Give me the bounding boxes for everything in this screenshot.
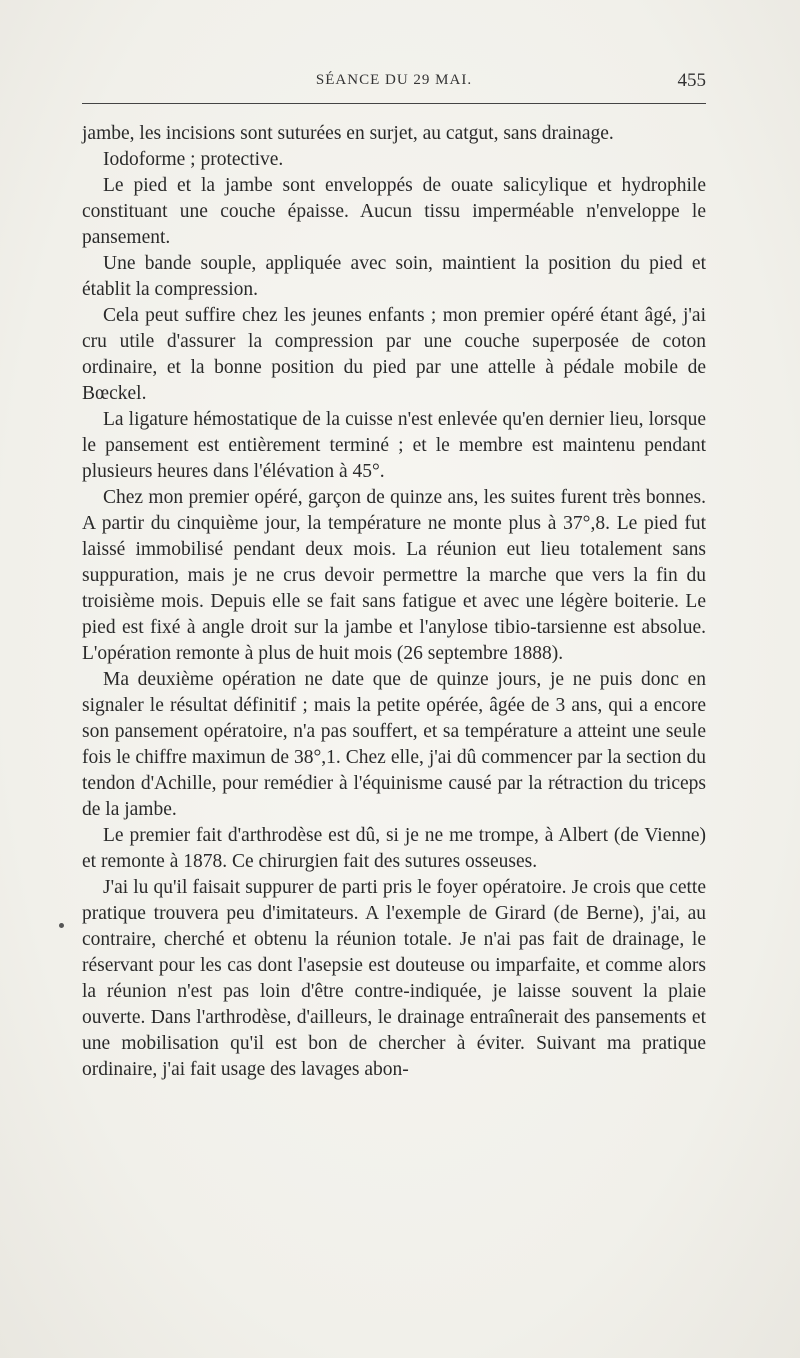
running-title: SÉANCE DU 29 MAI. — [315, 72, 473, 88]
paragraph-10: J'ai lu qu'il faisait suppurer de parti pris le foyer opératoire. Je crois que cette pratique trouvera peu d'imitateurs. A l'exemple de Girard (de Berne), j'ai, au contraire, cherché et obtenu la réunion totale. Je n'ai pas fait de drainage, le réservant pour les cas dont l'asepsie est douteuse ou imparfaite, et comme alors la réunion n'est pas loin d'être contre-indiquée, je laisse souvent la plaie ouverte. Dans l'arthrodèse, d'ailleurs, le drainage entraînerait des pansements et une mobilisation qu'il est bon de chercher à éviter. Suivant ma pratique ordinaire, j'ai fait usage des lavages abon- — [82, 877, 706, 1080]
paragraph-5: Cela peut suffire chez les jeunes enfants ; mon premier opéré étant âgé, j'ai cru utile d'assurer la compression par une couche superposée de coton ordinaire, et la bonne position du pied par une attelle à pédale mobile de Bœckel. — [82, 305, 706, 404]
paragraph-7: Chez mon premier opéré, garçon de quinze ans, les suites furent très bonnes. A partir du cinquième jour, la température ne monte plus à 37°,8. Le pied fut laissé immobilisé pendant deux mois. La réunion eut lieu totalement sans suppuration, mais je ne crus devoir permettre la marche que vers la fin du troisième mois. Depuis elle se fait sans fatigue et avec une légère boiterie. Le pied est fixé à angle droit sur la jambe et l'anylose tibio-tarsienne est absolue. L'opération remonte à plus de huit mois (26 septembre 1888). — [82, 487, 706, 664]
paragraph-1: jambe, les incisions sont suturées en surjet, au catgut, sans drainage. — [82, 123, 614, 144]
paragraph-4: Une bande souple, appliquée avec soin, maintient la position du pied et établit la compression. — [82, 253, 706, 300]
margin-dot — [59, 923, 64, 928]
page-number: 455 — [677, 70, 706, 91]
header-rule — [82, 103, 706, 104]
paragraph-3: Le pied et la jambe sont enveloppés de ouate salicylique et hydrophile constituant une couche épaisse. Aucun tissu imperméable n'enveloppe le pansement. — [82, 175, 706, 248]
paragraph-9: Le premier fait d'arthrodèse est dû, si je ne me trompe, à Albert (de Vienne) et remonte à 1878. Ce chirurgien fait des sutures osseuses. — [82, 825, 706, 872]
paragraph-6: La ligature hémostatique de la cuisse n'est enlevée qu'en dernier lieu, lorsque le pansement est entièrement terminé ; et le membre est maintenu pendant plusieurs heures dans l'élévation à 45°. — [82, 409, 706, 482]
running-head — [82, 72, 706, 98]
body-text — [82, 121, 706, 1083]
paragraph-2: Iodoforme ; protective. — [103, 149, 284, 170]
paragraph-8: Ma deuxième opération ne date que de quinze jours, je ne puis donc en signaler le résultat définitif ; mais la petite opérée, âgée de 3 ans, qui a encore son pansement opératoire, n'a pas souffert, et sa température a atteint une seule fois le chiffre maximun de 38°,1. Chez elle, j'ai dû commencer par la section du tendon d'Achille, pour remédier à l'équinisme causé par la rétraction du triceps de la jambe. — [82, 669, 706, 820]
